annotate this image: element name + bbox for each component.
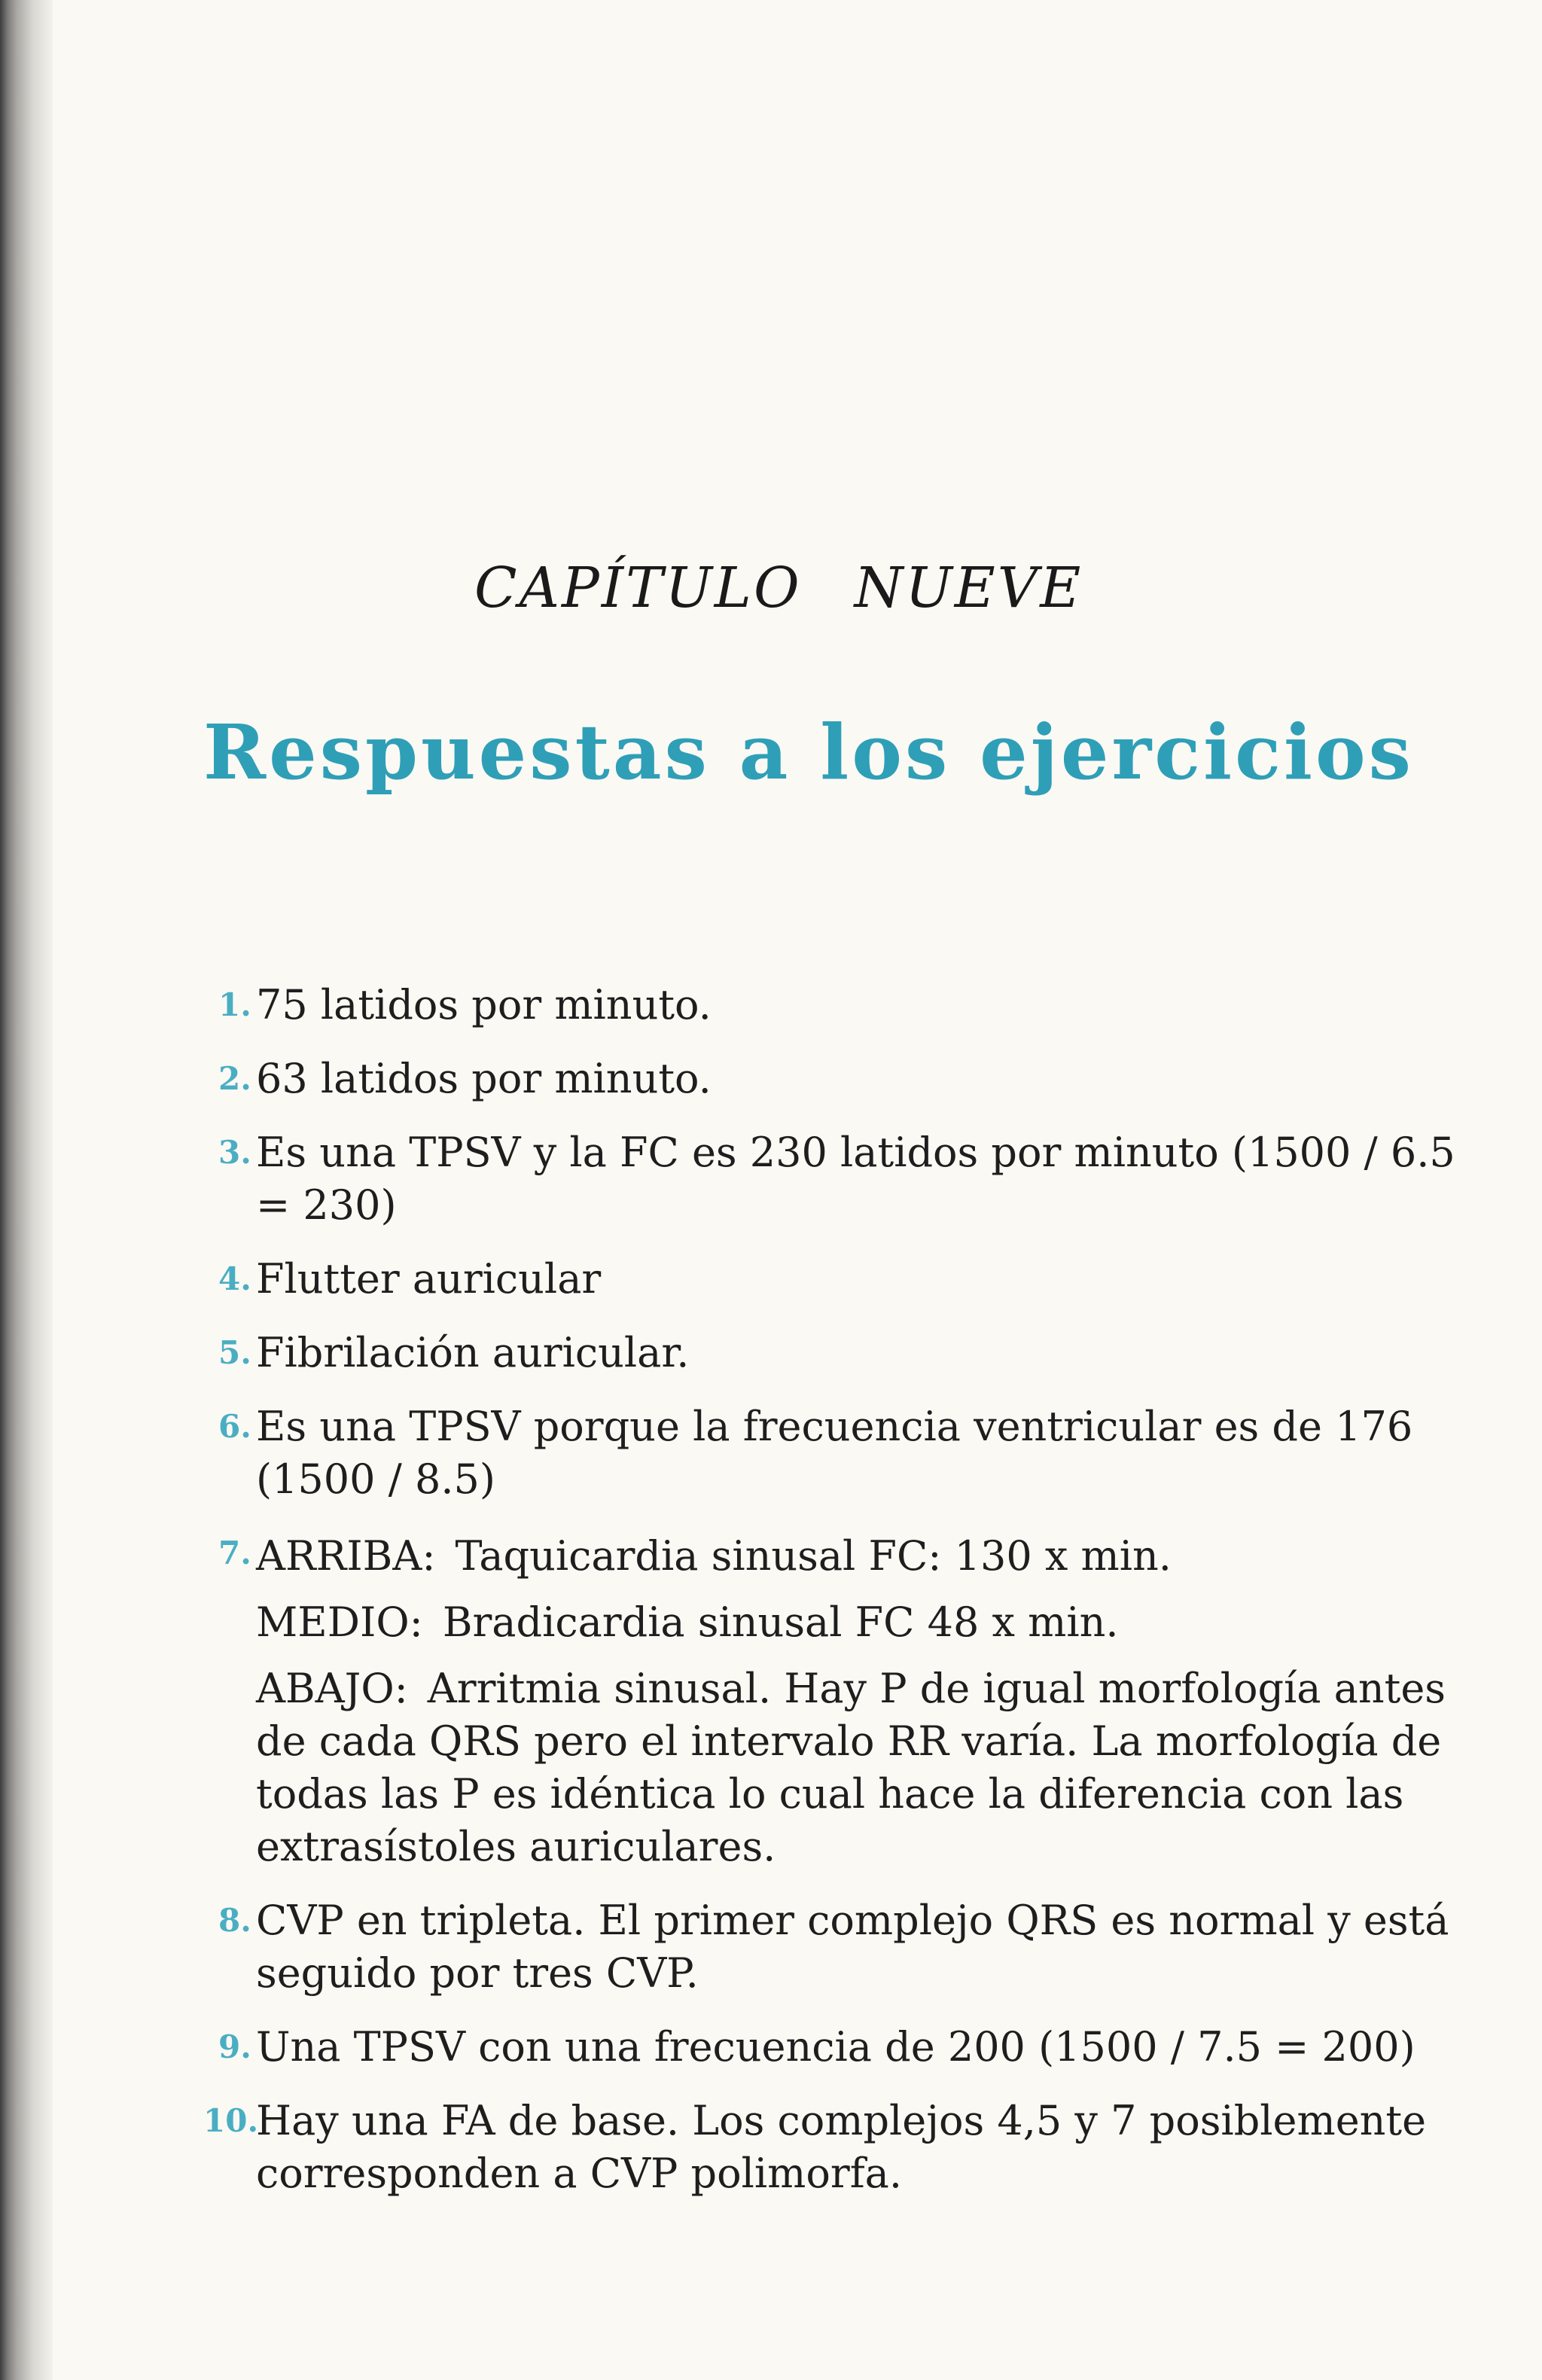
book-page (53, 0, 1542, 2380)
chapter-label-word: CAPÍTULO (474, 556, 802, 620)
answer-number: 2. (218, 1060, 251, 1097)
answer-part-text: Taquicardia sinusal FC: 130 x min. (455, 1532, 1172, 1580)
answer-number: 1. (218, 986, 251, 1023)
answer-part-medio (256, 1596, 1483, 1649)
chapter-number-word: NUEVE (854, 556, 1083, 620)
answer-part-abajo (256, 1662, 1483, 1873)
answer-number: 4. (218, 1260, 251, 1297)
answer-text: Fibrilación auricular. (256, 1329, 690, 1376)
answers-list (158, 979, 1483, 2221)
answer-text: Flutter auricular (256, 1255, 602, 1303)
answer-text: Hay una FA de base. Los complejos 4,5 y 7 posiblemente corresponden a CVP polimorfa. (256, 2097, 1427, 2197)
answer-number: 9. (218, 2028, 251, 2065)
answer-text: 63 latidos por minuto. (256, 1055, 712, 1102)
chapter-label (474, 556, 1083, 620)
answer-number: 8. (218, 1902, 251, 1939)
answer-text: Es una TPSV porque la frecuencia ventricular es de 176 (1500 / 8.5) (256, 1403, 1413, 1503)
answer-part-text: Bradicardia sinusal FC 48 x min. (442, 1598, 1119, 1646)
answer-text: CVP en tripleta. El primer complejo QRS es normal y está seguido por tres CVP. (256, 1897, 1449, 1997)
answer-item (158, 1894, 1483, 2000)
answer-number: 10. (203, 2102, 259, 2139)
answer-part-arriba (256, 1530, 1483, 1583)
answer-number: 3. (218, 1134, 251, 1171)
answer-item (158, 2021, 1483, 2074)
answer-text: 75 latidos por minuto. (256, 981, 712, 1028)
answer-item (158, 1253, 1483, 1306)
answer-item (158, 1126, 1483, 1232)
answer-part-label: ARRIBA: (256, 1532, 436, 1580)
answer-part-text: Arritmia sinusal. Hay P de igual morfología antes de cada QRS pero el intervalo RR varía. La morfología de todas las P es idéntica lo cual hace la diferencia con las extrasístoles auriculares. (256, 1665, 1446, 1870)
answer-text: Una TPSV con una frecuencia de 200 (1500 / 7.5 = 200) (256, 2023, 1416, 2071)
answer-item (158, 1327, 1483, 1379)
answer-number: 5. (218, 1334, 251, 1371)
answer-part-label: ABAJO: (256, 1665, 408, 1712)
answer-item (158, 1527, 1483, 1873)
answer-part-label: MEDIO: (256, 1598, 423, 1646)
answer-text: Es una TPSV y la FC es 230 latidos por minuto (1500 / 6.5 = 230) (256, 1129, 1455, 1229)
page-binding-shadow (0, 0, 53, 2380)
answer-item (158, 1053, 1483, 1105)
chapter-title: Respuestas a los ejercicios (203, 708, 1414, 797)
answer-item (158, 979, 1483, 1032)
answer-number: 7. (218, 1534, 251, 1571)
answer-item (158, 2095, 1483, 2200)
answer-item (158, 1400, 1483, 1506)
answer-number: 6. (218, 1408, 251, 1445)
answer-text (256, 1527, 1483, 1873)
